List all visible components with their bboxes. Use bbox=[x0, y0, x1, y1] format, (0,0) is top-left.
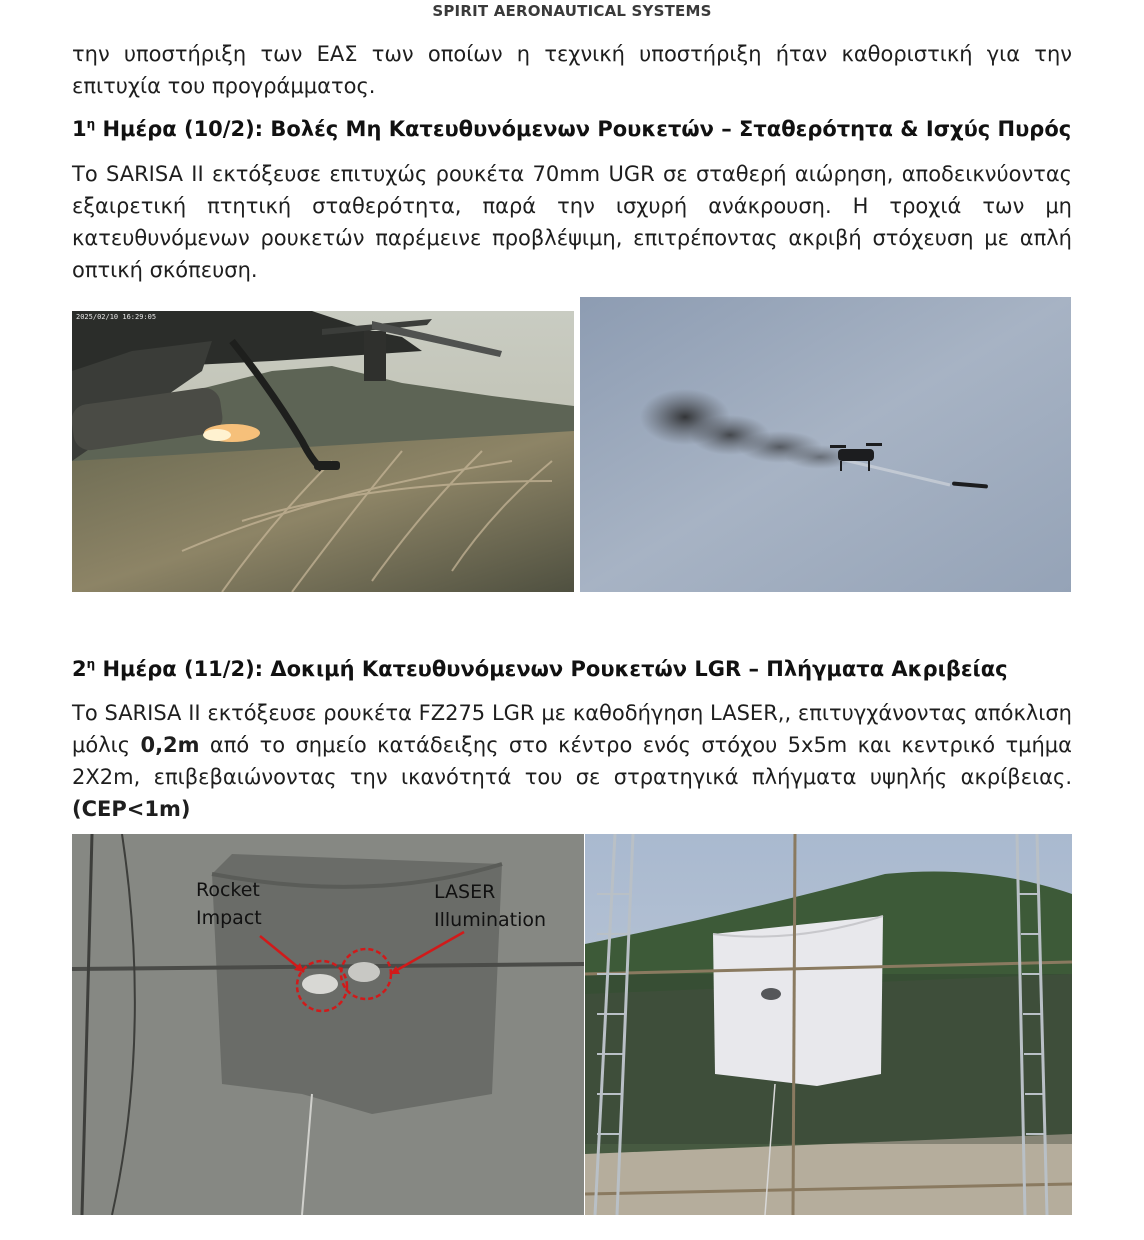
day1-paragraph: Το SARISA II εκτόξευσε επιτυχώς ρουκέτα 70mm UGR σε σταθερή αιώρηση, αποδεικνύοντας εξαιρετική πτητική σταθερότητα, παρά την ισχυρή ανάκρουση. Η τροχιά των μη κατευθυνόμενων ρουκετών παρέμεινε προβλέψιμη, επιτρέποντας ακριβή στόχευση με απλή οπτική σκόπευση. bbox=[72, 162, 1072, 282]
day1-heading: $1^\eta$ Ημέρα (10/2): Βολές Μη Κατευθυνόμενων Ρουκετών – Σταθερότητα & Ισχύς Πυρός bbox=[72, 117, 1072, 141]
day2-heading: $2^\eta$ Ημέρα (11/2): Δοκιμή Κατευθυνόμενων Ρουκετών LGR – Πλήγματα Ακριβείας bbox=[72, 657, 1008, 681]
intro-paragraph: την υποστήριξη των ΕΑΣ των οποίων η τεχνική υποστήριξη ήταν καθοριστική για την επιτυχία του προγράμματος. bbox=[72, 42, 1072, 98]
rocket-impact-label: Rocket Impact bbox=[196, 879, 262, 929]
day2-paragraph: Το SARISA II εκτόξευσε ρουκέτα FZ275 LGR με καθοδήγηση LASER,, επιτυγχάνοντας απόκλιση μόλις 0,2m από το σημείο κατάδειξης στο κέντρο ενός στόχου 5x5m και κεντρικό τμήμα 2X2m, επιβεβαιώνοντας την ικανότητά του σε στρατηγικά πλήγματα υψηλής ακρίβειας. (CEP<1m) bbox=[72, 701, 1072, 821]
drone-firing-photo bbox=[72, 311, 574, 592]
page-header: SPIRIT AERONAUTICAL SYSTEMS bbox=[432, 2, 712, 20]
photo-timestamp: 2025/02/10 16:29:05 bbox=[76, 313, 157, 321]
target-impact-photo bbox=[72, 834, 584, 1215]
target-color-photo bbox=[585, 834, 1072, 1215]
drone-sky-photo bbox=[580, 297, 1071, 592]
laser-illumination-label: LASER Illumination bbox=[434, 881, 547, 931]
